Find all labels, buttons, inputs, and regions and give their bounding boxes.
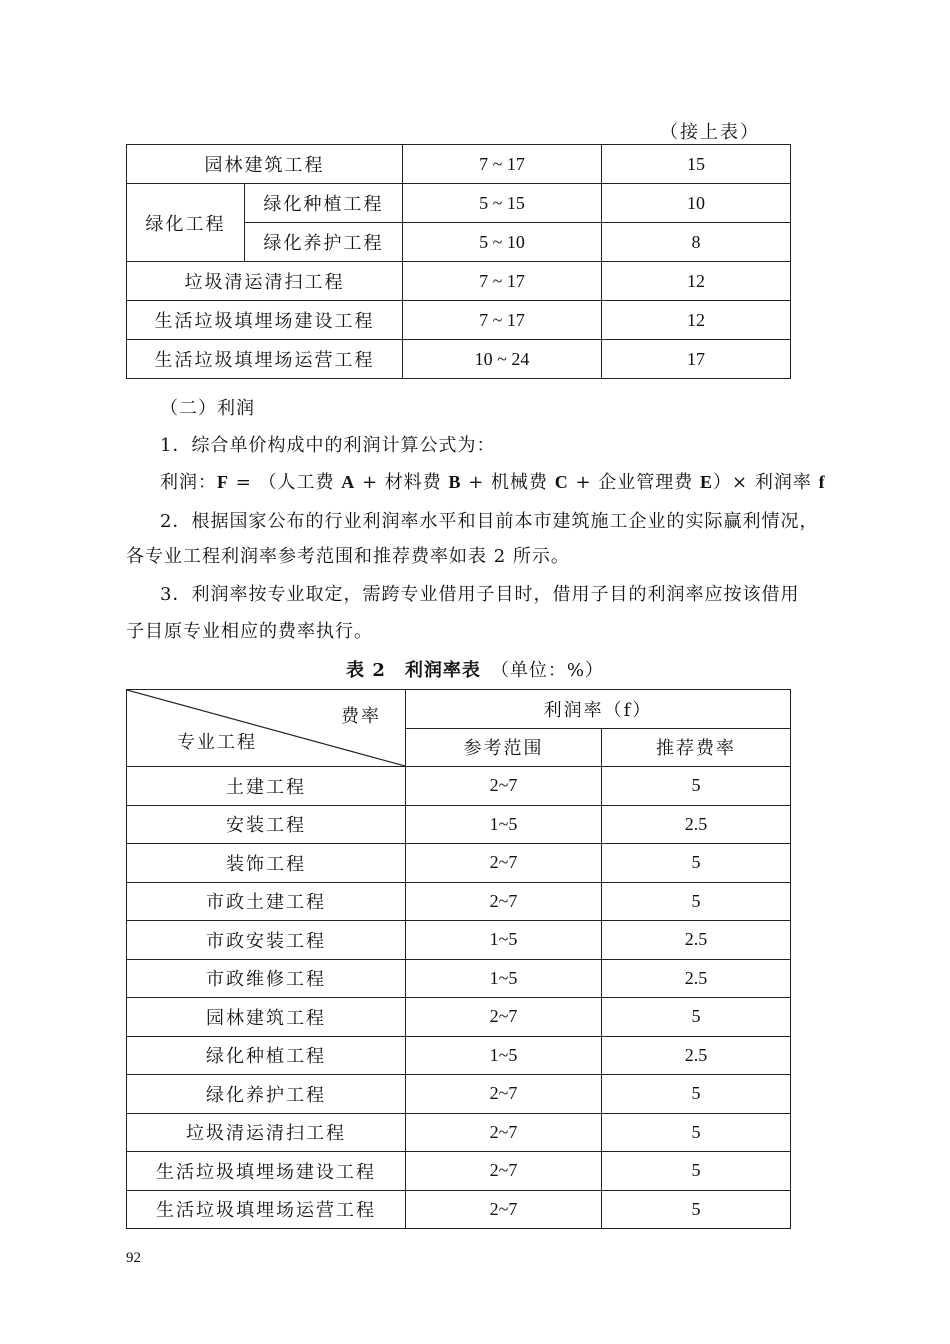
range-cell: 2~7 bbox=[406, 998, 602, 1037]
table-row bbox=[127, 1036, 791, 1075]
formula-text: + 企业管理费 bbox=[568, 472, 701, 493]
project-name-cell: 市政土建工程 bbox=[127, 882, 406, 921]
table-row bbox=[127, 1190, 791, 1229]
rate-cell: 5 bbox=[602, 844, 791, 883]
project-name-cell: 市政维修工程 bbox=[127, 959, 406, 998]
range-cell: 7 ~ 17 bbox=[403, 145, 602, 184]
formula-var-c: C bbox=[554, 472, 569, 492]
rate-cell: 5 bbox=[602, 1190, 791, 1229]
paragraph-item-2: 2．根据国家公布的行业利润率水平和目前本市建筑施工企业的实际赢利情况， bbox=[160, 511, 819, 532]
range-cell: 5 ~ 15 bbox=[403, 184, 602, 223]
table-row bbox=[127, 805, 791, 844]
rate-cell: 2.5 bbox=[602, 921, 791, 960]
table-row bbox=[127, 767, 791, 806]
table-row bbox=[127, 1075, 791, 1114]
table-row bbox=[127, 301, 791, 340]
table-row bbox=[127, 959, 791, 998]
range-cell: 7 ~ 17 bbox=[403, 301, 602, 340]
range-cell: 10 ~ 24 bbox=[403, 340, 602, 379]
project-name-cell: 绿化养护工程 bbox=[245, 223, 403, 262]
page-number: 92 bbox=[126, 1250, 141, 1266]
col-header-range: 参考范围 bbox=[406, 728, 602, 767]
profit-formula bbox=[160, 465, 826, 500]
group-header: 利润率（f） bbox=[406, 690, 791, 729]
range-cell: 5 ~ 10 bbox=[403, 223, 602, 262]
table-caption bbox=[0, 656, 950, 682]
formula-text: = （人工费 bbox=[229, 472, 342, 493]
formula-var-f: f bbox=[818, 472, 826, 492]
formula-var-f-upper: F bbox=[217, 472, 229, 492]
project-name-cell: 生活垃圾填埋场运营工程 bbox=[127, 1190, 406, 1229]
range-cell: 7 ~ 17 bbox=[403, 262, 602, 301]
table-row bbox=[127, 882, 791, 921]
table-row bbox=[127, 340, 791, 379]
caption-title: 表 2 利润率表 bbox=[346, 660, 481, 681]
range-cell: 2~7 bbox=[406, 882, 602, 921]
project-name-cell: 安装工程 bbox=[127, 805, 406, 844]
table-row bbox=[127, 921, 791, 960]
table-row bbox=[127, 1113, 791, 1152]
rate-cell: 12 bbox=[602, 301, 791, 340]
formula-text: ）× 利润率 bbox=[713, 472, 819, 493]
rate-cell: 2.5 bbox=[602, 959, 791, 998]
project-name-cell: 装饰工程 bbox=[127, 844, 406, 883]
diagonal-header-cell bbox=[127, 690, 406, 767]
rate-cell: 2.5 bbox=[602, 805, 791, 844]
project-name-cell: 生活垃圾填埋场建设工程 bbox=[127, 1152, 406, 1191]
rate-cell: 5 bbox=[602, 998, 791, 1037]
project-name-cell: 市政安装工程 bbox=[127, 921, 406, 960]
rate-cell: 17 bbox=[602, 340, 791, 379]
project-name-cell: 生活垃圾填埋场建设工程 bbox=[127, 301, 403, 340]
formula-var-e: E bbox=[700, 472, 714, 492]
table-row bbox=[127, 998, 791, 1037]
header-row bbox=[127, 690, 791, 729]
range-cell: 2~7 bbox=[406, 1075, 602, 1114]
table-row bbox=[127, 262, 791, 301]
profit-rate-table bbox=[126, 689, 791, 1229]
project-name-cell: 园林建筑工程 bbox=[127, 145, 403, 184]
rate-cell: 2.5 bbox=[602, 1036, 791, 1075]
range-cell: 1~5 bbox=[406, 805, 602, 844]
formula-var-a: A bbox=[341, 472, 356, 492]
rate-cell: 5 bbox=[602, 1075, 791, 1114]
rate-cell: 15 bbox=[602, 145, 791, 184]
project-name-cell: 垃圾清运清扫工程 bbox=[127, 262, 403, 301]
table-row bbox=[127, 184, 791, 223]
diag-top-label: 费率 bbox=[341, 706, 381, 727]
table-row bbox=[127, 145, 791, 184]
fee-table-continued bbox=[126, 144, 791, 379]
project-name-cell: 园林建筑工程 bbox=[127, 998, 406, 1037]
caption-unit: （单位：%） bbox=[499, 660, 604, 681]
diag-bottom-label: 专业工程 bbox=[177, 732, 257, 753]
paragraph-item-1: 1．综合单价构成中的利润计算公式为： bbox=[160, 435, 496, 456]
rate-cell: 10 bbox=[602, 184, 791, 223]
rate-cell: 12 bbox=[602, 262, 791, 301]
rate-cell: 5 bbox=[602, 882, 791, 921]
project-name-cell: 土建工程 bbox=[127, 767, 406, 806]
section-heading: （二）利润 bbox=[160, 398, 255, 419]
formula-prefix: 利润： bbox=[160, 472, 217, 493]
range-cell: 1~5 bbox=[406, 959, 602, 998]
table-row bbox=[127, 1152, 791, 1191]
col-header-rate: 推荐费率 bbox=[602, 728, 791, 767]
rate-cell: 5 bbox=[602, 1152, 791, 1191]
project-name-cell: 生活垃圾填埋场运营工程 bbox=[127, 340, 403, 379]
project-name-cell: 绿化种植工程 bbox=[127, 1036, 406, 1075]
paragraph-item-3: 3．利润率按专业取定，需跨专业借用子目时，借用子目的利润率应按该借用 bbox=[160, 584, 800, 605]
formula-text: + 机械费 bbox=[461, 472, 555, 493]
project-name-cell: 绿化种植工程 bbox=[245, 184, 403, 223]
range-cell: 2~7 bbox=[406, 767, 602, 806]
range-cell: 1~5 bbox=[406, 1036, 602, 1075]
range-cell: 2~7 bbox=[406, 1190, 602, 1229]
rate-cell: 5 bbox=[602, 1113, 791, 1152]
range-cell: 2~7 bbox=[406, 844, 602, 883]
range-cell: 1~5 bbox=[406, 921, 602, 960]
paragraph-item-2-cont: 各专业工程利润率参考范围和推荐费率如表 2 所示。 bbox=[126, 546, 570, 567]
project-name-cell: 绿化养护工程 bbox=[127, 1075, 406, 1114]
group-cell: 绿化工程 bbox=[127, 184, 245, 262]
rate-cell: 8 bbox=[602, 223, 791, 262]
continued-note: （接上表） bbox=[660, 122, 760, 143]
formula-text: + 材料费 bbox=[355, 472, 449, 493]
formula-var-b: B bbox=[448, 472, 462, 492]
rate-cell: 5 bbox=[602, 767, 791, 806]
paragraph-item-3-cont: 子目原专业相应的费率执行。 bbox=[126, 621, 373, 642]
project-name-cell: 垃圾清运清扫工程 bbox=[127, 1113, 406, 1152]
table-row bbox=[127, 844, 791, 883]
range-cell: 2~7 bbox=[406, 1113, 602, 1152]
range-cell: 2~7 bbox=[406, 1152, 602, 1191]
